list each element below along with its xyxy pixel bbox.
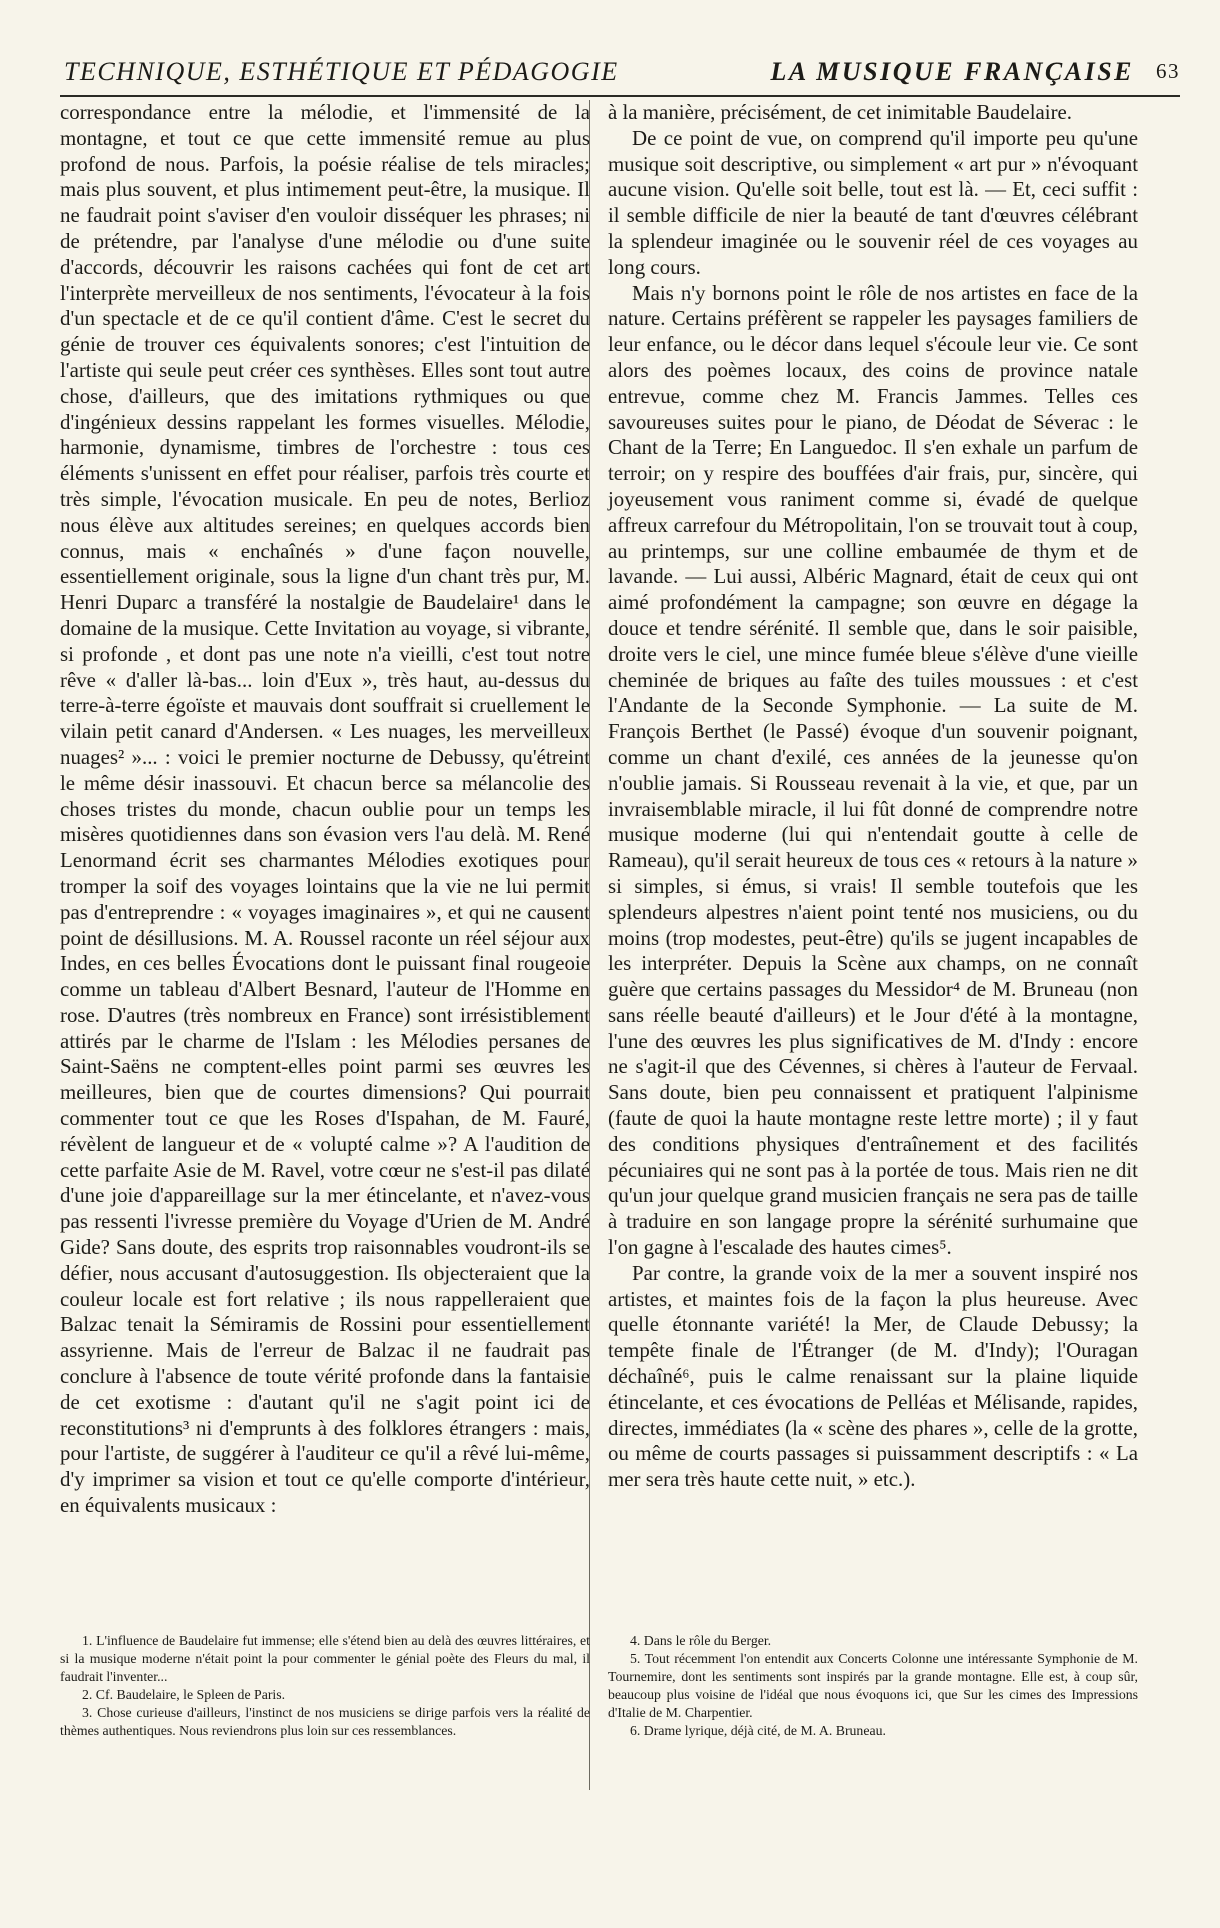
paragraph: correspondance entre la mélodie, et l'immensité de la montagne, et tout ce que cette immensité remue au plus profond de nous. Parfois, la poésie réalise de tels miracles; mais plus souvent, et plus intimement peut-être, la musique. Il ne faudrait point s'aviser d'en vouloir disséquer les phrases; ni de prétendre, par l'analyse d'une mélodie ou d'une suite d'accords, découvrir les raisons cachées qui font de cet art l'interprète merveilleux de nos sentiments, l'évocateur à la fois d'un spectacle et de ce qu'il contient d'âme. C'est le secret du génie de trouver ces équivalents sonores; c'est l'intuition de l'artiste qui seule peut créer ces synthèses. Elles sont tout autre chose, d'ailleurs, que des imitations rythmiques ou que d'ingénieux dessins rappelant les formes visuelles. Mélodie, harmonie, dynamisme, timbres de l'orchestre : tous ces éléments s'unissent en effet pour réaliser, parfois très courte et très simple, l'évocation musicale. En peu de notes, Berlioz nous élève aux altitudes sereines; en quelques accords bien connus, mais « enchaînés » d'une façon nouvelle, essentiellement originale, sous la ligne d'un chant très pur, M. Henri Duparc a transféré la nostalgie de Baudelaire¹ dans le domaine de la musique. Cette Invitation au voyage, si vibrante, si profonde , et dont pas une note n'a vieilli, c'est tout notre rêve « d'aller là-bas... loin d'Eux », très haut, au-dessus du terre-à-terre égoïste et mauvais dont souffrait si cruellement le vilain petit canard d'Andersen. « Les nuages, les merveilleux nuages² »... : voici le premier nocturne de Debussy, qu'étreint le même désir inassouvi. Et chacun berce sa mélancolie des choses tristes du monde, chacun oublie pour un temps les misères quotidiennes dans son évasion vers l'au delà. M. René Lenormand écrit ses charmantes Mélodies exotiques pour tromper la soif des voyages lointains que la vie ne lui permit pas d'entreprendre : « voyages imaginaires », et qui ne causent point de désillusions. M. A. Roussel raconte un réel séjour aux Indes, en ces belles Évocations dont le puissant final rougeoie comme un tableau d'Albert Besnard, l'auteur de l'Homme en rose. D'autres (très nombreux en France) sont irrésistiblement attirés par le charme de l'Islam : les Mélodies persanes de Saint-Saëns ne comptent-elles point parmi ses œuvres les meilleures, bien que de courtes dimensions? Qui pourrait commenter tout ce que les Roses d'Ispahan, de M. Fauré, révèlent de langueur et de « volupté calme »? A l'audition de cette parfaite Asie de M. Ravel, votre cœur ne s'est-il pas dilaté d'une joie d'appareillage sur la mer étincelante, et n'avez-vous pas ressenti l'ivresse première du Voyage d'Urien de M. André Gide? Sans doute, des esprits trop raisonnables voudront-ils se défier, nous accusant d'autosuggestion. Ils objecteraient que la couleur locale est fort relative ; ils nous rappelleraient que Balzac tenait la Sémiramis de Rossini pour essentiellement assyrienne. Mais de l'erreur de Balzac il ne faudrait pas conclure à l'absence de toute vérité profonde dans la fantaisie de cet exotisme : d'autant qu'il ne s'agit point ici de reconstitutions³ ni d'emprunts à des folklores étrangers : mais, pour l'artiste, de suggérer à l'auditeur ce qu'il a rêvé lui-même, d'y imprimer sa vision et tout ce qu'elle comporte d'intérieur, en équivalents musicaux : <box>60 100 590 1518</box>
footnote: 3. Chose curieuse d'ailleurs, l'instinct de nos musiciens se dirige parfois vers la réalité de thèmes authentiques. Nous reviendrons plus loin sur ces ressemblances. <box>60 1705 590 1738</box>
paragraph: Mais n'y bornons point le rôle de nos artistes en face de la nature. Certains préfèrent se rappeler les paysages familiers de leur enfance, ou le décor dans lequel s'écoule leur vie. Ce sont alors des poèmes locaux, des coins de province natale entrevue, comme chez M. Francis Jammes. Telles ces savoureuses suites pour le piano, de Déodat de Séverac : le Chant de la Terre; En Languedoc. Il s'en exhale un parfum de terroir; on y respire des bouffées d'air frais, pur, sincère, qui joyeusement vous raniment comme si, évadé de quelque affreux carrefour du Métropolitain, l'on se trouvait tout à coup, au printemps, sur une colline embaumée de thym et de lavande. — Lui aussi, Albéric Magnard, était de ceux qui ont aimé profondément la campagne; son œuvre en dégage la douce et tendre sérénité. Il semble que, dans le soir paisible, droite vers le ciel, une mince fumée bleue s'élève d'une vieille cheminée de briques au faîte des tuiles moussues : et c'est l'Andante de la Seconde Symphonie. — La suite de M. François Berthet (le Passé) évoque d'un souvenir poignant, comme un chant d'exilé, ces années de la jeunesse qu'on n'oublie jamais. Si Rousseau revenait à la vie, et que, par un invraisemblable miracle, il lui fût donné de comprendre notre musique moderne (lui qui n'entendait goutte à celle de Rameau), qu'il serait heureux de tous ces « retours à la nature » si simples, si émus, si vrais! Il semble toutefois que les splendeurs alpestres n'aient point tenté nos musiciens, ou du moins (trop modestes, peut-être) qu'ils se jugent incapables de les interpréter. Depuis la Scène aux champs, on ne connaît guère que certains passages du Messidor⁴ de M. Bruneau (non sans réelle beauté d'ailleurs) et le Jour d'été à la montagne, l'une des œuvres les plus significatives de M. d'Indy : encore ne s'agit-il que des Cévennes, si chères à l'auteur de Fervaal. Sans doute, bien peu connaissent et pratiquent l'alpinisme (faute de quoi la haute montagne reste lettre morte) ; il y faut des conditions physiques d'entraînement et des facilités pécuniaires qui ne sont pas à la portée de tous. Mais rien ne dit qu'un jour quelque grand musicien français ne sera pas de taille à traduire en son langage propre la sérénité surhumaine que l'on gagne à l'escalade des hautes cimes⁵. <box>608 280 1138 1260</box>
column-divider <box>589 100 590 1790</box>
paragraph: De ce point de vue, on comprend qu'il importe peu qu'une musique soit descriptive, ou simplement « art pur » n'évoquant aucune vision. Qu'elle soit belle, tout est là. — Et, ceci suffit : il semble difficile de nier la beauté de tant d'œuvres célébrant la splendeur imaginée ou le souvenir réel de ces voyages au long cours. <box>608 125 1138 279</box>
left-column <box>60 100 590 1519</box>
page-number: 63 <box>1156 59 1180 83</box>
right-column <box>608 100 1138 1493</box>
paragraph: à la manière, précisément, de cet inimitable Baudelaire. <box>608 100 1073 124</box>
header-left-title: TECHNIQUE, ESTHÉTIQUE ET PÉDAGOGIE <box>64 57 619 86</box>
footnote: 1. L'influence de Baudelaire fut immense; elle s'étend bien au delà des œuvres littéraires, et si la musique moderne n'était point la pour commenter le génial poète des Fleurs du mal, il faudrait l'inventer... <box>60 1633 590 1684</box>
footnotes-left <box>60 1632 590 1740</box>
footnotes-right <box>608 1632 1138 1740</box>
paragraph: Par contre, la grande voix de la mer a souvent inspiré nos artistes, et maintes fois de la façon la plus heureuse. Avec quelle étonnante variété! la Mer, de Claude Debussy; la tempête finale de l'Étranger (de M. d'Indy); l'Ouragan déchaîné⁶, puis le calme renaissant sur la plaine liquide étincelante, et ces évocations de Pelléas et Mélisande, rapides, directes, immédiates (la « scène des phares », celle de la grotte, ou même de courts passages si puissamment descriptifs : « La mer sera très haute cette nuit, » etc.). <box>608 1260 1138 1492</box>
footnote: 2. Cf. Baudelaire, le Spleen de Paris. <box>82 1687 286 1702</box>
running-header <box>60 55 1180 97</box>
footnote: 6. Drame lyrique, déjà cité, de M. A. Bruneau. <box>630 1723 886 1738</box>
footnote: 5. Tout récemment l'on entendit aux Concerts Colonne une intéressante Symphonie de M. Tournemire, dont les sentiments sont inspirés par la grande montagne. Elle est, à coup sûr, beaucoup plus voisine de l'idéal que nous évoquons ici, que Sur les cimes des Impressions d'Italie de M. Charpentier. <box>608 1651 1138 1720</box>
header-right-title: LA MUSIQUE FRANÇAISE <box>770 57 1134 86</box>
footnote: 4. Dans le rôle du Berger. <box>630 1633 772 1648</box>
